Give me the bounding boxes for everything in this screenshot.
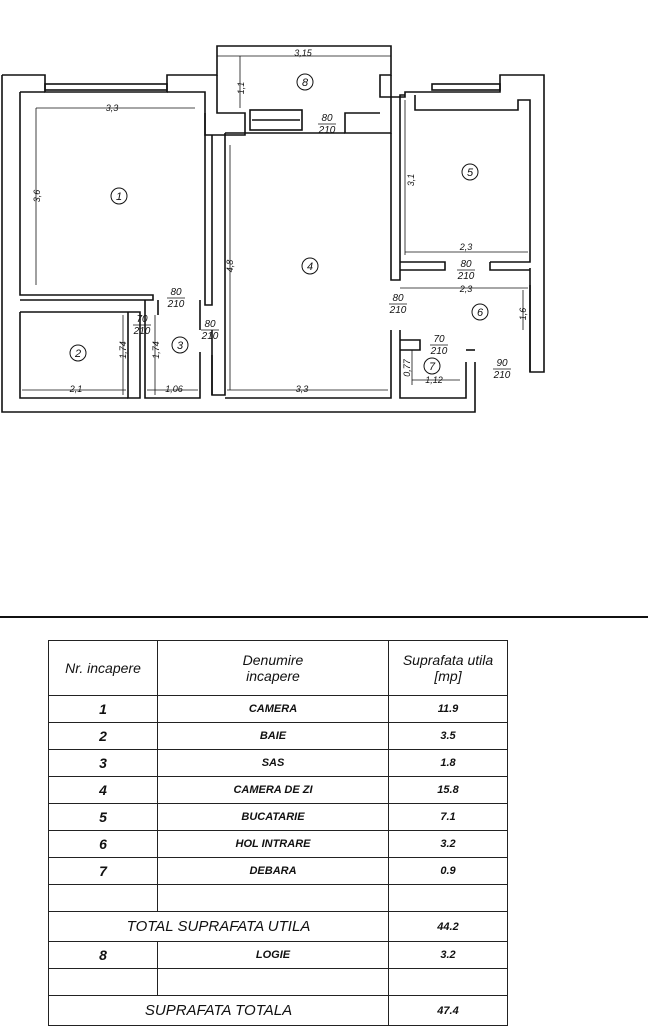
dimension-lines bbox=[22, 56, 528, 395]
row-name: SAS bbox=[158, 750, 389, 777]
dim-living-width: 3,3 bbox=[295, 384, 309, 394]
row-name: CAMERA DE ZI bbox=[158, 777, 389, 804]
room-number-1 bbox=[111, 188, 127, 204]
row-area: 3.2 bbox=[389, 831, 508, 858]
svg-text:210: 210 bbox=[493, 370, 511, 381]
door-label-7 bbox=[430, 334, 448, 357]
dim-loggia-width: 3,15 bbox=[294, 48, 312, 58]
row-nr: 2 bbox=[49, 723, 158, 750]
room-number-2 bbox=[70, 345, 86, 361]
row-area: 15.8 bbox=[389, 777, 508, 804]
svg-text:80: 80 bbox=[392, 293, 404, 304]
svg-text:210: 210 bbox=[389, 305, 407, 316]
door-label-5 bbox=[457, 259, 475, 282]
door-label-3 bbox=[133, 314, 151, 337]
table-row bbox=[49, 942, 508, 969]
header-area-line2: [mp] bbox=[434, 668, 462, 684]
table-row bbox=[49, 831, 508, 858]
dim-living-depth: 4,8 bbox=[225, 259, 235, 273]
table-row bbox=[49, 750, 508, 777]
row-name: CAMERA bbox=[158, 696, 389, 723]
svg-text:210: 210 bbox=[430, 346, 448, 357]
table-row bbox=[49, 777, 508, 804]
dim-loggia-depth: 1,1 bbox=[236, 81, 246, 95]
row-area: 0.9 bbox=[389, 858, 508, 885]
total-useful-value: 44.2 bbox=[389, 912, 508, 942]
row-name: DEBARA bbox=[158, 858, 389, 885]
row-area: 7.1 bbox=[389, 804, 508, 831]
dim-bath-width: 2,1 bbox=[69, 384, 83, 394]
empty-cell bbox=[158, 969, 389, 996]
empty-row bbox=[49, 969, 508, 996]
row-nr: 3 bbox=[49, 750, 158, 777]
svg-text:90: 90 bbox=[496, 358, 508, 369]
svg-text:1: 1 bbox=[115, 191, 123, 203]
empty-cell bbox=[389, 885, 508, 912]
area-table bbox=[48, 640, 508, 1026]
row-name: BUCATARIE bbox=[158, 804, 389, 831]
row-nr: 8 bbox=[49, 942, 158, 969]
dim-bath-depth: 1,74 bbox=[118, 341, 128, 359]
separator-line bbox=[0, 616, 648, 618]
door-label-2 bbox=[167, 287, 185, 310]
svg-text:2: 2 bbox=[74, 348, 82, 360]
door-label-4 bbox=[201, 319, 219, 342]
header-name-line2: incapere bbox=[246, 668, 300, 684]
svg-text:80: 80 bbox=[460, 259, 472, 270]
row-area: 1.8 bbox=[389, 750, 508, 777]
table-row bbox=[49, 723, 508, 750]
row-nr: 7 bbox=[49, 858, 158, 885]
dim-room1-width: 3,3 bbox=[105, 103, 119, 113]
dim-kitchen-depth: 3,1 bbox=[406, 173, 416, 187]
room-number-8 bbox=[297, 74, 313, 90]
header-area-line1: Suprafata utila bbox=[402, 652, 494, 668]
table-row bbox=[49, 804, 508, 831]
svg-text:70: 70 bbox=[136, 314, 148, 325]
header-name bbox=[158, 641, 389, 696]
row-name: BAIE bbox=[158, 723, 389, 750]
svg-text:210: 210 bbox=[457, 271, 475, 282]
svg-text:80: 80 bbox=[170, 287, 182, 298]
empty-cell bbox=[158, 885, 389, 912]
empty-row bbox=[49, 885, 508, 912]
header-area bbox=[389, 641, 508, 696]
empty-cell bbox=[49, 969, 158, 996]
total-row bbox=[49, 996, 508, 1026]
row-area: 3.2 bbox=[389, 942, 508, 969]
svg-text:6: 6 bbox=[476, 307, 484, 319]
total-useful-row bbox=[49, 912, 508, 942]
svg-text:8: 8 bbox=[301, 77, 309, 89]
dim-sas-width: 1,06 bbox=[165, 384, 183, 394]
svg-text:210: 210 bbox=[167, 299, 185, 310]
dim-storage-width: 1,12 bbox=[425, 375, 443, 385]
total-useful-label: TOTAL SUPRAFATA UTILA bbox=[49, 912, 389, 942]
dim-storage-depth: 0,77 bbox=[402, 359, 412, 377]
total-label: SUPRAFATA TOTALA bbox=[49, 996, 389, 1026]
door-label-8 bbox=[493, 358, 511, 381]
room-number-3 bbox=[172, 337, 188, 353]
row-area: 11.9 bbox=[389, 696, 508, 723]
table-row bbox=[49, 696, 508, 723]
room-number-7 bbox=[424, 358, 440, 374]
svg-text:80: 80 bbox=[204, 319, 216, 330]
table-header-row bbox=[49, 641, 508, 696]
svg-text:4: 4 bbox=[306, 261, 314, 273]
svg-text:5: 5 bbox=[466, 167, 474, 179]
dim-kitchen-width: 2,3 bbox=[459, 242, 473, 252]
row-nr: 1 bbox=[49, 696, 158, 723]
svg-text:210: 210 bbox=[133, 326, 151, 337]
walls bbox=[2, 46, 544, 412]
room-number-6 bbox=[472, 304, 488, 320]
svg-text:70: 70 bbox=[433, 334, 445, 345]
header-nr: Nr. incapere bbox=[49, 641, 158, 696]
svg-text:210: 210 bbox=[318, 125, 336, 136]
row-nr: 6 bbox=[49, 831, 158, 858]
dim-hall-depth: 1,6 bbox=[518, 307, 528, 321]
row-name: HOL INTRARE bbox=[158, 831, 389, 858]
svg-text:7: 7 bbox=[428, 361, 436, 373]
empty-cell bbox=[49, 885, 158, 912]
table-row bbox=[49, 858, 508, 885]
empty-cell bbox=[389, 969, 508, 996]
room-number-5 bbox=[462, 164, 478, 180]
dim-hall-width: 2,3 bbox=[459, 284, 473, 294]
svg-text:3: 3 bbox=[176, 340, 184, 352]
row-name: LOGIE bbox=[158, 942, 389, 969]
door-label-1 bbox=[318, 113, 336, 136]
door-label-6 bbox=[389, 293, 407, 316]
dim-room1-depth: 3,6 bbox=[32, 189, 42, 203]
row-area: 3.5 bbox=[389, 723, 508, 750]
svg-text:210: 210 bbox=[201, 331, 219, 342]
room-number-4 bbox=[302, 258, 318, 274]
dim-sas-depth: 1,74 bbox=[151, 341, 161, 359]
total-value: 47.4 bbox=[389, 996, 508, 1026]
header-name-line1: Denumire bbox=[242, 652, 304, 668]
row-nr: 4 bbox=[49, 777, 158, 804]
svg-text:80: 80 bbox=[321, 113, 333, 124]
row-nr: 5 bbox=[49, 804, 158, 831]
